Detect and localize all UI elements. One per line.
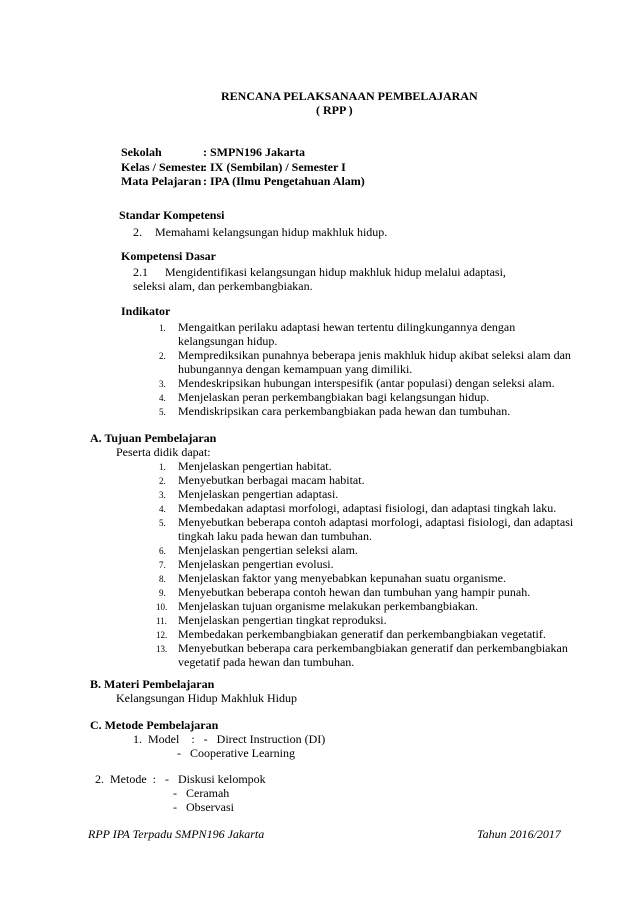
tujuan-item-text: Menjelaskan pengertian tingkat reproduksi. [178,613,387,627]
tujuan-item-text: Membedakan adaptasi morfologi, adaptasi fisiologi, dan adaptasi tingkah laku. [178,501,557,515]
footer-left: RPP IPA Terpadu SMPN196 Jakarta [88,827,265,841]
subject-value: : IPA (Ilmu Pengetahuan Alam) [203,174,365,188]
tujuan-item-number: 4. [159,504,166,514]
tujuan-item-number: 1. [159,462,166,472]
tujuan-item-number: 13. [156,644,168,654]
tujuan-item-text: Menjelaskan faktor yang menyebabkan kepunahan suatu organisme. [178,571,507,585]
tujuan-item-number: 3. [159,490,166,500]
tujuan-item-text: Menjelaskan tujuan organisme melakukan perkembangbiakan. [178,599,479,613]
class-label: Kelas / Semester [121,160,206,174]
tujuan-item-number: 5. [159,518,166,528]
school-value: : SMPN196 Jakarta [203,145,305,159]
footer-right: Tahun 2016/2017 [477,827,561,841]
standar-number: 2. [133,225,142,239]
materi-heading: B. Materi Pembelajaran [90,677,215,691]
tujuan-item-text: Menjelaskan pengertian seleksi alam. [178,543,358,557]
metode-heading: C. Metode Pembelajaran [90,718,219,732]
indikator-item-text: Mengaitkan perilaku adaptasi hewan tertentu dilingkungannya dengan [178,320,516,334]
standar-heading: Standar Kompetensi [119,208,225,222]
indikator-heading: Indikator [121,304,171,318]
tujuan-item-number: 9. [159,588,166,598]
tujuan-item-text: Menyebutkan beberapa contoh hewan dan tumbuhan yang hampir punah. [178,585,531,599]
tujuan-item-number: 8. [159,574,166,584]
indikator-item-text: Mendiskripsikan cara perkembangbiakan pada hewan dan tumbuhan. [178,404,511,418]
tujuan-item-text: Menyebutkan beberapa contoh adaptasi morfologi, adaptasi fisiologi, dan adaptasi [178,515,574,529]
metode-item: - Ceramah [173,786,230,800]
tujuan-heading: A. Tujuan Pembelajaran [90,431,217,445]
indikator-item-number: 5. [159,407,166,417]
dasar-text-line1: Mengidentifikasi kelangsungan hidup makhluk hidup melalui adaptasi, [165,265,506,279]
tujuan-item-number: 2. [159,476,166,486]
indikator-item-number: 2. [159,351,166,361]
dasar-number: 2.1 [133,265,148,279]
tujuan-item-text: Membedakan perkembangbiakan generatif dan perkembangbiakan vegetatif. [178,627,546,641]
tujuan-item-number: 12. [156,630,168,640]
indikator-item-text: Mendeskripsikan hubungan interspesifik (antar populasi) dengan seleksi alam. [178,376,555,390]
subject-label: Mata Pelajaran [121,174,202,188]
tujuan-item-text-cont: vegetatif pada hewan dan tumbuhan. [178,655,355,669]
indikator-item-number: 3. [159,379,166,389]
tujuan-item-text-cont: tingkah laku pada hewan dan tumbuhan. [178,529,372,543]
metode-item: - Observasi [173,800,234,814]
metode-line: 2. Metode : - Diskusi kelompok [95,772,266,786]
model-line: 1. Model : - Direct Instruction (DI) [133,732,326,746]
document-title: RENCANA PELAKSANAAN PEMBELAJARAN [221,89,478,103]
indikator-item-text-cont: hubungannya dengan kemampuan yang dimiliki. [178,362,413,376]
tujuan-intro: Peserta didik dapat: [116,445,211,459]
indikator-item-text: Menjelaskan peran perkembangbiakan bagi kelangsungan hidup. [178,390,490,404]
tujuan-item-text: Menyebutkan berbagai macam habitat. [178,473,365,487]
class-value: : IX (Sembilan) / Semester I [203,160,346,174]
indikator-item-number: 1. [159,323,166,333]
dasar-text-line2: seleksi alam, dan perkembangbiakan. [133,279,313,293]
indikator-item-text-cont: kelangsungan hidup. [178,334,278,348]
tujuan-item-number: 11. [156,616,167,626]
indikator-item-text: Memprediksikan punahnya beberapa jenis makhluk hidup akibat seleksi alam dan [178,348,571,362]
standar-text: Memahami kelangsungan hidup makhluk hidup. [155,225,388,239]
tujuan-item-text: Menjelaskan pengertian adaptasi. [178,487,339,501]
tujuan-item-number: 10. [156,602,168,612]
tujuan-item-number: 6. [159,546,166,556]
tujuan-item-text: Menjelaskan pengertian evolusi. [178,557,334,571]
school-label: Sekolah [121,145,162,159]
document-subtitle: ( RPP ) [316,103,353,117]
tujuan-item-text: Menyebutkan beberapa cara perkembangbiakan generatif dan perkembangbiakan [178,641,568,655]
dasar-heading: Kompetensi Dasar [121,249,216,263]
tujuan-item-number: 7. [159,560,166,570]
materi-text: Kelangsungan Hidup Makhluk Hidup [116,691,297,705]
model-item: - Cooperative Learning [177,746,295,760]
tujuan-item-text: Menjelaskan pengertian habitat. [178,459,332,473]
indikator-item-number: 4. [159,393,166,403]
